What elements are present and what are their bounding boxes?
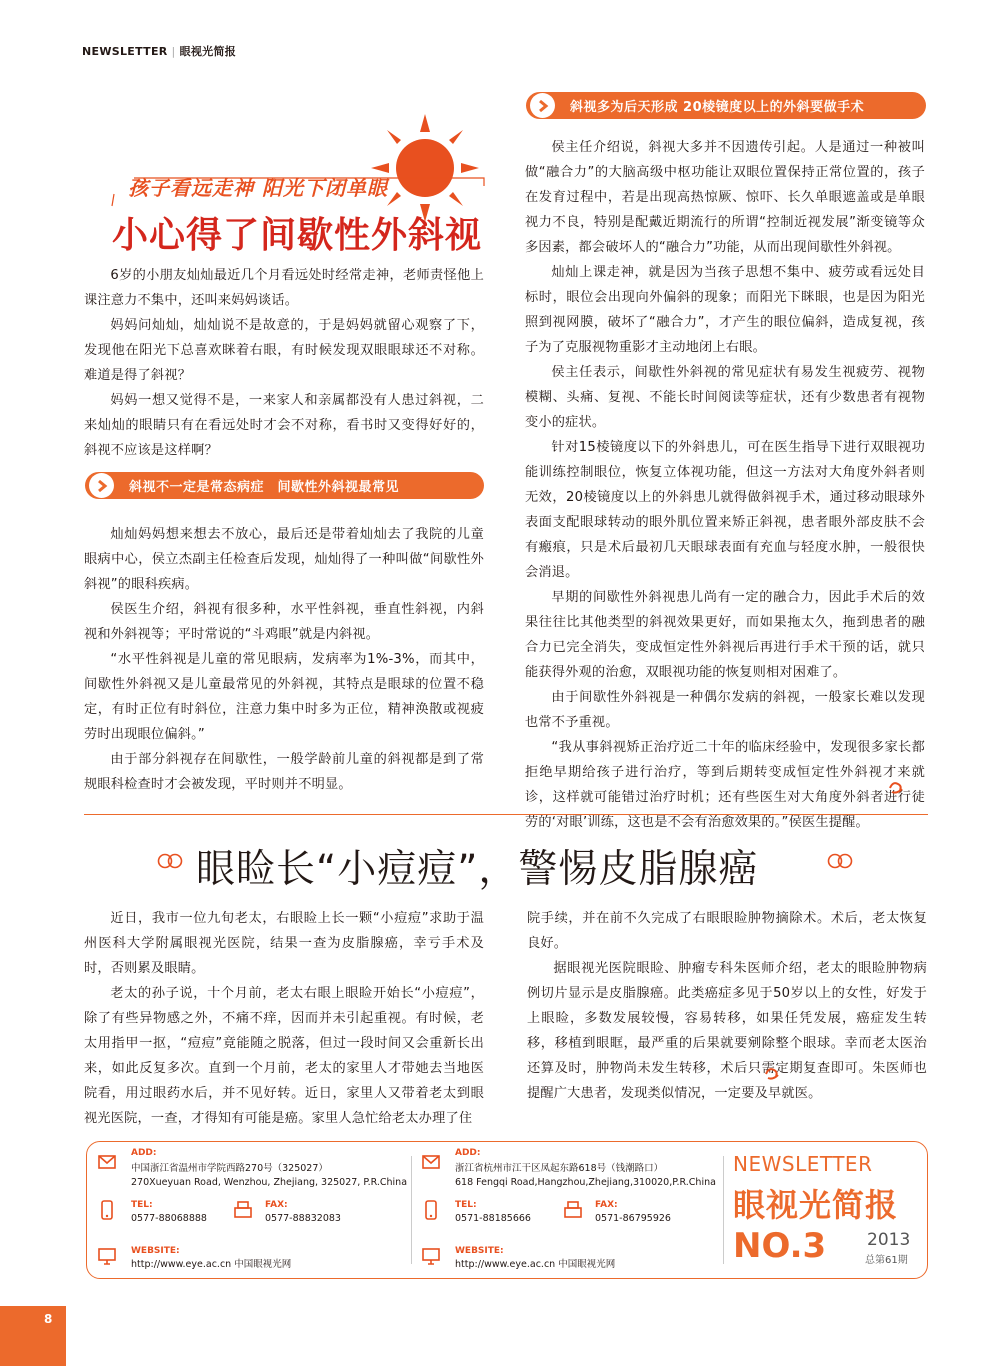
article-section [525,135,925,835]
running-header: NEWSLETTER | 眼视光简报 [82,45,237,58]
article-column [84,906,484,1131]
paragraph: 据眼视光医院眼睑、肿瘤专科朱医师介绍，老太的眼睑肿物病例切片显示是皮脂腺癌。此类癌症多见于50岁以上的女性，好发于上眼睑，多数发展较慢，容易转移，如果任凭发展，癌症发生转移，移植到眼眶，最严重的后果就要剜除整个眼球。幸而老太医治还算及时，肿物尚未发生转移，术后只需定期复查即可。朱医师也提醒广大患者，发现类似情况，一定要及早就医。 [527,961,927,1101]
article-kicker: 孩子看远走神 阳光下闭单眼 [128,176,388,200]
contact-footer [86,1141,928,1279]
footer-year: 2013 [867,1230,911,1250]
tel-value: 0571-88185666 [455,1213,531,1224]
paragraph: “我从事斜视矫正治疗近二十年的临床经验中，发现很多家长都拒绝早期给孩子进行治疗，等到后期转变成恒定性外斜视才来就诊，这样就可能错过治疗时机；还有些医生对大角度外斜者进行徒劳的‘对眼’训练，这也是不会有治愈效果的。”侯医生提醒。 [525,740,925,830]
chevron-right-icon [530,93,555,118]
fax-icon [233,1200,253,1220]
tel-label: TEL: [455,1200,477,1210]
address-en: 618 Fengqi Road,Hangzhou,Zhejiang,310020,P.R.China [455,1177,716,1188]
paragraph: 妈妈一想又觉得不是，一来家人和亲属都没有人患过斜视，二来灿灿的眼睛只有在看远处时才会不对称，看书时又变得好好的，斜视不应该是这样啊？ [84,393,484,458]
address-en: 270Xueyuan Road, Wenzhou, Zhejiang, 325027, P.R.China [131,1177,408,1188]
website-label: WEBSITE: [455,1246,504,1256]
address-label: ADD: [131,1148,157,1158]
section-subhead [85,472,484,499]
address-cn: 浙江省杭州市江干区凤起东路618号（钱潮路口） [455,1163,664,1174]
end-mark-icon [764,1066,780,1080]
fax-label: FAX: [265,1200,288,1210]
header-brand: NEWSLETTER [82,45,168,58]
footer-issue-number: NO.3 [733,1226,827,1266]
fax-value: 0577-88832083 [265,1213,341,1224]
paragraph: 灿灿妈妈想来想去不放心，最后还是带着灿灿去了我院的儿童眼病中心，侯立杰副主任检查后发现，灿灿得了一种叫做“间歇性外斜视”的眼科疾病。 [84,527,484,592]
paragraph: 老太的孙子说，十个月前，老太右眼上眼睑开始长“小痘痘”，除了有些异物感之外，不痛不痒，因而并未引起重视。有时候，老太用指甲一抠，“痘痘”竟能随之脱落，但过一段时间又会重新长出来，如此反复多次。直到一个月前，老太的家里人才带她去当地医院看，用过眼药水后，并不见好转。近日，家里人又带着老太到眼视光医院，一查，才得知有可能是癌。家里人急忙给老太办理了住 [84,986,484,1126]
footer-issue-total: 总第61期 [865,1255,908,1266]
tel-value: 0577-88068888 [131,1213,207,1224]
paragraph: 灿灿上课走神，就是因为当孩子思想不集中、疲劳或看远处目标时，眼位会出现向外偏斜的现象；而阳光下眯眼，也是因为阳光照到视网膜，破坏了“融合力”，才产生的眼位偏斜，造成复视，孩子为了克服视物重影才主动地闭上右眼。 [525,265,925,355]
fax-icon [563,1200,583,1220]
page-number-tab [0,1306,66,1366]
paragraph: 近日，我市一位九旬老太，右眼睑上长一颗“小痘痘”求助于温州医科大学附属眼视光医院，结果一查为皮脂腺癌，幸亏手术及时，否则累及眼睛。 [84,911,484,976]
paragraph: 早期的间歇性外斜视患儿尚有一定的融合力，因此手术后的效果往往比其他类型的斜视效果更好，而如果拖太久，拖到患者的融合力已完全消失，变成恒定性外斜视后再进行手术干预的话，就只能获得外观的治愈，双眼视功能的恢复则相对困难了。 [525,590,925,680]
section-divider [84,814,928,815]
envelope-icon [97,1152,117,1172]
monitor-icon [421,1246,441,1266]
fax-value: 0571-86795926 [595,1213,671,1224]
chevron-right-icon [89,473,114,498]
paragraph: “水平性斜视是儿童的常见眼病，发病率为1%-3%，而其中，间歇性外斜视又是儿童最常见的外斜视，其特点是眼球的位置不稳定，有时正位有时斜位，注意力集中时多为正位，精神涣散或视疲劳时出现眼位偏斜。” [84,652,484,742]
paragraph: 针对15棱镜度以下的外斜患儿，可在医生指导下进行双眼视功能训练控制眼位，恢复立体视功能，但这一方法对大角度外斜者则无效，20棱镜度以上的外斜患儿就得做斜视手术，通过移动眼球外表面支配眼球转动的眼外肌位置来矫正斜视，患者眼外部皮肤不会有瘢痕，只是术后最初几天眼球表面有充血与轻度水肿，一般很快会消退。 [525,440,925,580]
footer-divider [411,1156,412,1264]
section-subhead [526,92,926,119]
subhead-label: 斜视不一定是常态病症 间歇性外斜视最常见 [129,480,400,495]
address-cn: 中国浙江省温州市学院西路270号（325027） [131,1163,328,1174]
phone-icon [421,1200,441,1220]
footer-divider [723,1156,724,1264]
footer-brand-title: 眼视光简报 [733,1186,899,1224]
envelope-icon [421,1152,441,1172]
paragraph: 侯主任介绍说，斜视大多并不因遗传引起。人是通过一种被叫做“融合力”的大脑高级中枢功能让双眼位置保持正常位置的，孩子在发育过程中，若是出现高热惊厥、惊吓、长久单眼遮盖或是单眼视力不良，特别是配戴近期流行的所谓“控制近视发展”渐变镜等众多因素，都会破坏人的“融合力”功能，从而出现间歇性外斜视。 [525,140,925,255]
article-section [84,522,484,797]
tel-label: TEL: [131,1200,153,1210]
header-title: 眼视光简报 [179,45,237,58]
address-label: ADD: [455,1148,481,1158]
paragraph: 由于部分斜视存在间歇性，一般学龄前儿童的斜视都是到了常规眼科检查时才会被发现，平时则并不明显。 [84,752,484,792]
website-value[interactable]: http://www.eye.ac.cn 中国眼视光网 [131,1259,292,1270]
article-intro [84,263,484,463]
paragraph: 侯医生介绍，斜视有很多种，水平性斜视，垂直性斜视，内斜视和外斜视等；平时常说的“斗鸡眼”就是内斜视。 [84,602,484,642]
fax-label: FAX: [595,1200,618,1210]
website-value[interactable]: http://www.eye.ac.cn 中国眼视光网 [455,1259,616,1270]
page-number: 8 [44,1312,53,1326]
website-label: WEBSITE: [131,1246,180,1256]
paragraph: 由于间歇性外斜视是一种偶尔发病的斜视，一般家长难以发现也常不予重视。 [525,690,925,730]
footer-brand-newsletter: NEWSLETTER [733,1152,873,1176]
article-title: 小心得了间歇性外斜视 [112,215,483,256]
paragraph: 妈妈问灿灿，灿灿说不是故意的，于是妈妈就留心观察了下，发现他在阳光下总喜欢眯着右眼，有时候发现双眼眼球还不对称。难道是得了斜视？ [84,318,484,383]
article-column [527,906,927,1106]
rings-ornament-icon [156,852,184,870]
paragraph: 院手续，并在前不久完成了右眼眼睑肿物摘除术。术后，老太恢复良好。 [527,911,927,951]
monitor-icon [97,1246,117,1266]
paragraph: 6岁的小朋友灿灿最近几个月看远处时经常走神，老师责怪他上课注意力不集中，还叫来妈妈谈话。 [84,268,484,308]
subhead-label: 斜视多为后天形成 20棱镜度以上的外斜要做手术 [570,100,865,115]
rings-ornament-icon [826,852,854,870]
phone-icon [97,1200,117,1220]
end-mark-icon [888,780,904,794]
paragraph: 侯主任表示，间歇性外斜视的常见症状有易发生视疲劳、视物模糊、头痛、复视、不能长时间阅读等症状，还有少数患者有视物变小的症状。 [525,365,925,430]
article-title: 眼睑长“小痘痘”，警惕皮脂腺癌 [196,847,759,892]
